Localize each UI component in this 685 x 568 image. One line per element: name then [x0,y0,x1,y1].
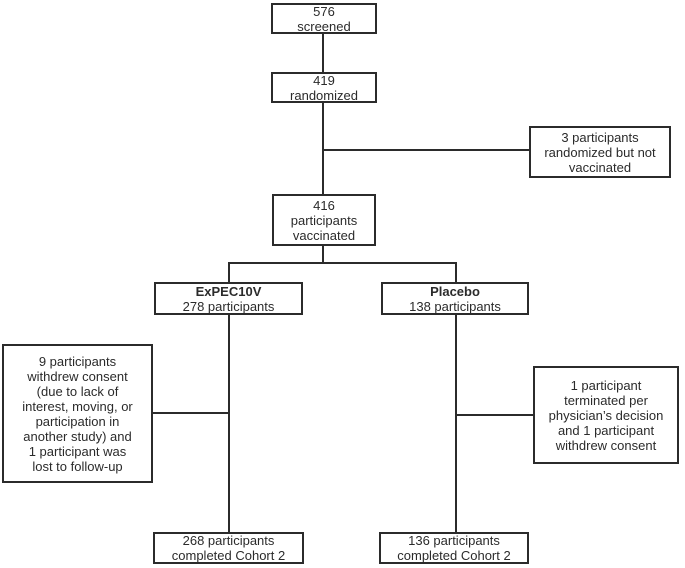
expec10v-withdrawals-line: withdrew consent [27,368,128,384]
connector-placebo-to-completed [455,315,457,532]
box-screened [271,3,377,34]
connector-expec10v-to-completed [228,315,230,532]
vaccinated-line: participants [290,212,358,228]
placebo-completed-count: 136 participants [408,533,500,548]
expec10v-withdrawals-line: interest, moving, or [22,398,133,414]
connector-branch-not-vaccinated [322,149,529,151]
placebo-withdrawals-line: and 1 participant [557,422,655,438]
box-expec10v-arm [154,282,303,315]
expec10v-withdrawals-line: another study) and [23,428,132,444]
expec10v-withdrawals-line: 9 participants [38,353,117,369]
box-placebo-completed [379,532,529,564]
not-vaccinated-line: randomized but not [544,144,656,160]
vaccinated-line: vaccinated [292,227,356,243]
expec10v-withdrawals-line: lost to follow-up [32,458,123,474]
connector-split-horizontal [228,262,457,264]
placebo-withdrawals-line: physician’s decision [548,407,664,423]
placebo-withdrawals-line: 1 participant [570,377,642,393]
connector-split-left-stub [228,262,230,282]
expec10v-completed-count: 268 participants [182,533,275,548]
connector-placebo-withdrawals [456,414,534,416]
placebo-arm-count: 138 participants [409,298,501,314]
box-placebo-withdrawals [533,366,679,464]
screened-count: 576 [313,3,335,19]
box-vaccinated [272,194,376,246]
randomized-label: randomized [290,87,358,103]
not-vaccinated-line: 3 participants [561,129,639,145]
expec10v-arm-title: ExPEC10V [195,283,262,299]
box-expec10v-withdrawals [2,344,153,483]
placebo-completed-label: completed Cohort 2 [397,548,511,563]
box-expec10v-completed [153,532,304,564]
not-vaccinated-line: vaccinated [568,159,632,175]
box-not-vaccinated [529,126,671,178]
expec10v-withdrawals-line: participation in [35,413,120,429]
box-placebo-arm [381,282,529,315]
connector-screened-to-randomized [322,34,324,72]
expec10v-withdrawals-line: (due to lack of [36,383,119,399]
screened-label: screened [297,18,351,34]
box-randomized [271,72,377,103]
expec10v-withdrawals-line: 1 participant was [28,443,127,459]
placebo-withdrawals-line: terminated per [564,392,648,408]
connector-split-right-stub [455,262,457,282]
vaccinated-count: 416 [313,197,335,213]
randomized-count: 419 [313,72,335,88]
expec10v-completed-label: completed Cohort 2 [171,548,286,563]
placebo-arm-title: Placebo [430,283,480,299]
placebo-withdrawals-line: withdrew consent [555,437,657,453]
expec10v-arm-count: 278 participants [182,298,275,314]
connector-expec10v-withdrawals [153,412,229,414]
